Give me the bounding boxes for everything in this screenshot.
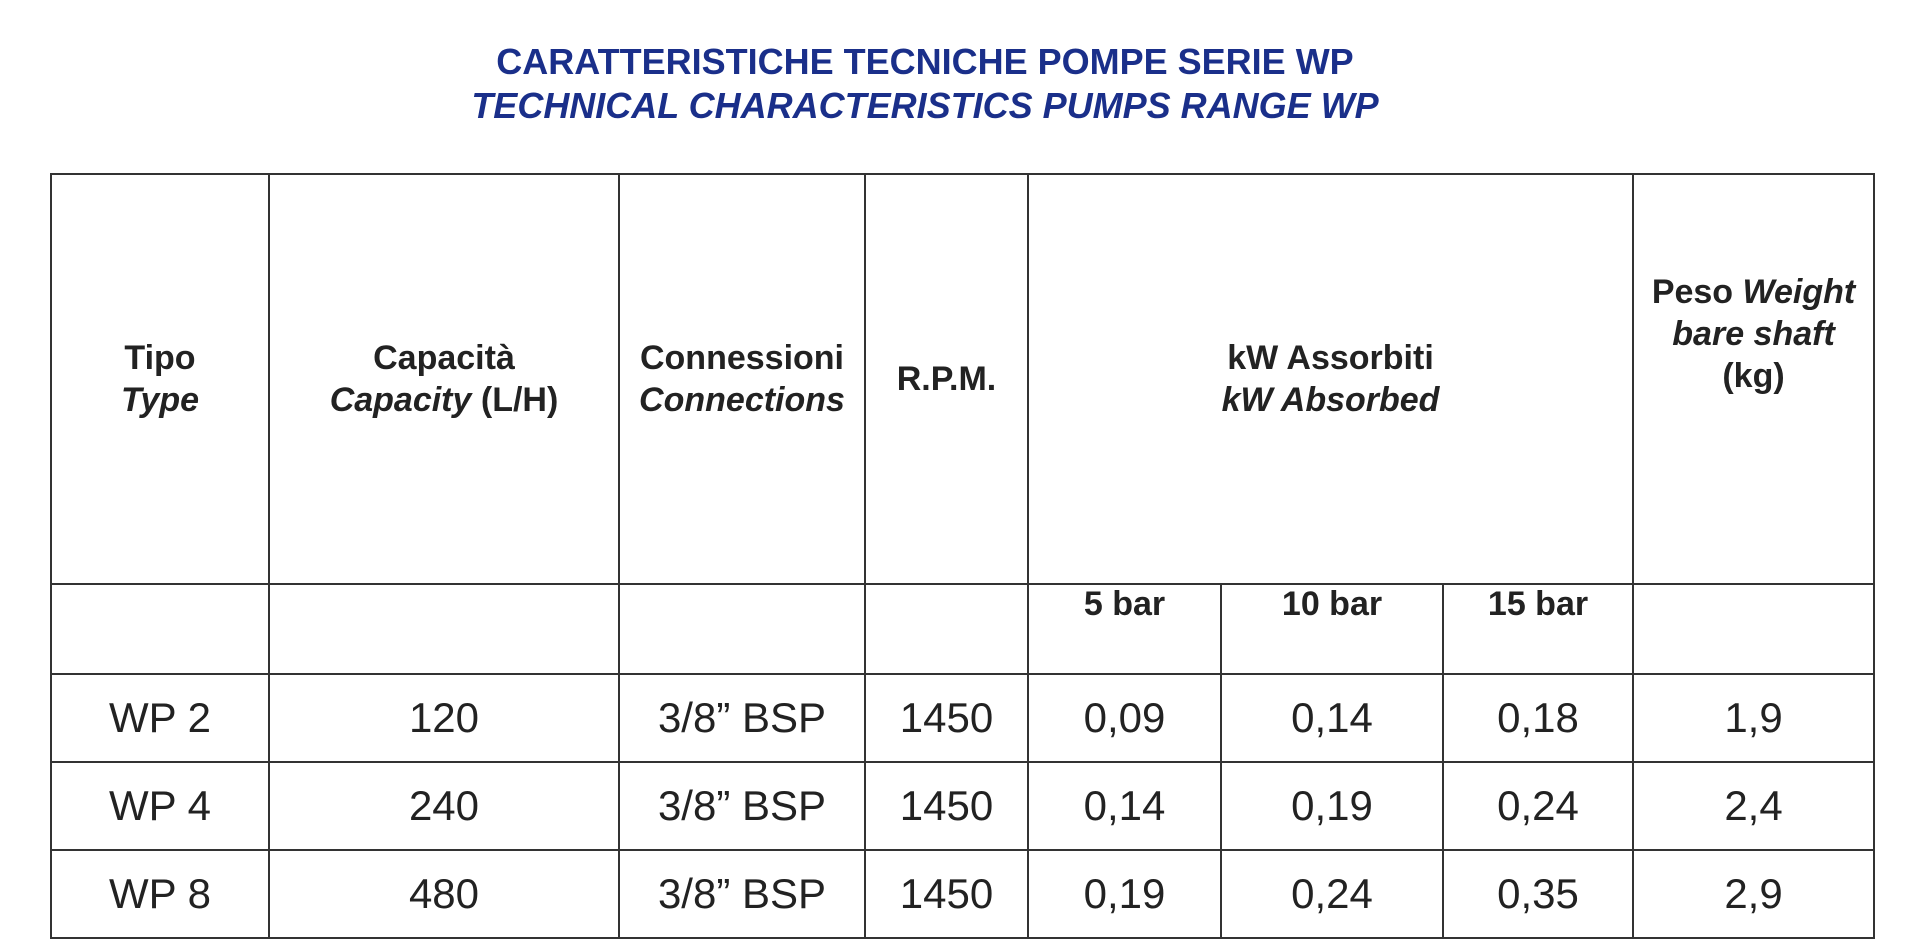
header-connections bbox=[619, 174, 865, 584]
title-english: TECHNICAL CHARACTERISTICS PUMPS RANGE WP bbox=[471, 85, 1379, 126]
header-weight-it: Peso bbox=[1651, 273, 1734, 311]
cell-capacity: 480 bbox=[269, 850, 619, 938]
cell-kw-5bar: 0,09 bbox=[1028, 674, 1221, 762]
header-capacity-unit: (L/H) bbox=[480, 381, 559, 419]
pump-specifications-table bbox=[50, 173, 1875, 939]
table-row bbox=[51, 762, 1874, 850]
cell-capacity: 120 bbox=[269, 674, 619, 762]
header-capacity-line2 bbox=[270, 379, 618, 421]
header-kw-en: kW Absorbed bbox=[1221, 381, 1440, 419]
header-type bbox=[51, 174, 269, 584]
document-title bbox=[0, 40, 1850, 128]
header-capacity-en: Capacity bbox=[329, 381, 472, 419]
pressure-5-bar: 5 bar bbox=[1028, 584, 1221, 674]
cell-rpm: 1450 bbox=[865, 762, 1028, 850]
header-capacity-it: Capacità bbox=[373, 339, 515, 377]
cell-connection: 3/8” BSP bbox=[619, 850, 865, 938]
header-rpm: R.P.M. bbox=[865, 174, 1028, 584]
cell-kw-10bar: 0,19 bbox=[1221, 762, 1443, 850]
cell-type: WP 4 bbox=[51, 762, 269, 850]
header-kw-absorbed bbox=[1028, 174, 1633, 584]
header-connections-it: Connessioni bbox=[639, 339, 845, 377]
cell-type: WP 2 bbox=[51, 674, 269, 762]
header-type-it: Tipo bbox=[124, 339, 196, 377]
cell-rpm: 1450 bbox=[865, 850, 1028, 938]
cell-kw-10bar: 0,24 bbox=[1221, 850, 1443, 938]
cell-kw-5bar: 0,14 bbox=[1028, 762, 1221, 850]
cell-weight: 2,4 bbox=[1633, 762, 1874, 850]
table-header-row bbox=[51, 174, 1874, 584]
cell-kw-5bar: 0,19 bbox=[1028, 850, 1221, 938]
header-weight bbox=[1633, 174, 1874, 584]
cell-kw-15bar: 0,18 bbox=[1443, 674, 1633, 762]
header-kw-it: kW Assorbiti bbox=[1227, 339, 1434, 377]
header-weight-unit: (kg) bbox=[1722, 357, 1785, 395]
subheader-empty bbox=[1633, 584, 1874, 674]
subheader-empty bbox=[51, 584, 269, 674]
table-row bbox=[51, 674, 1874, 762]
subheader-empty bbox=[865, 584, 1028, 674]
header-type-en: Type bbox=[120, 381, 200, 419]
cell-connection: 3/8” BSP bbox=[619, 674, 865, 762]
table-row bbox=[51, 850, 1874, 938]
header-capacity bbox=[269, 174, 619, 584]
subheader-empty bbox=[619, 584, 865, 674]
title-italian: CARATTERISTICHE TECNICHE POMPE SERIE WP bbox=[496, 41, 1354, 82]
pressure-subheader-row bbox=[51, 584, 1874, 674]
header-connections-en: Connections bbox=[639, 381, 845, 419]
cell-rpm: 1450 bbox=[865, 674, 1028, 762]
pressure-15-bar: 15 bar bbox=[1443, 584, 1633, 674]
header-weight-line1 bbox=[1634, 271, 1873, 313]
cell-kw-10bar: 0,14 bbox=[1221, 674, 1443, 762]
cell-kw-15bar: 0,24 bbox=[1443, 762, 1633, 850]
subheader-empty bbox=[269, 584, 619, 674]
cell-connection: 3/8” BSP bbox=[619, 762, 865, 850]
header-weight-en2: bare shaft bbox=[1672, 315, 1835, 353]
cell-capacity: 240 bbox=[269, 762, 619, 850]
cell-kw-15bar: 0,35 bbox=[1443, 850, 1633, 938]
cell-weight: 2,9 bbox=[1633, 850, 1874, 938]
cell-weight: 1,9 bbox=[1633, 674, 1874, 762]
pressure-10-bar: 10 bar bbox=[1221, 584, 1443, 674]
cell-type: WP 8 bbox=[51, 850, 269, 938]
header-weight-en: Weight bbox=[1742, 273, 1856, 311]
